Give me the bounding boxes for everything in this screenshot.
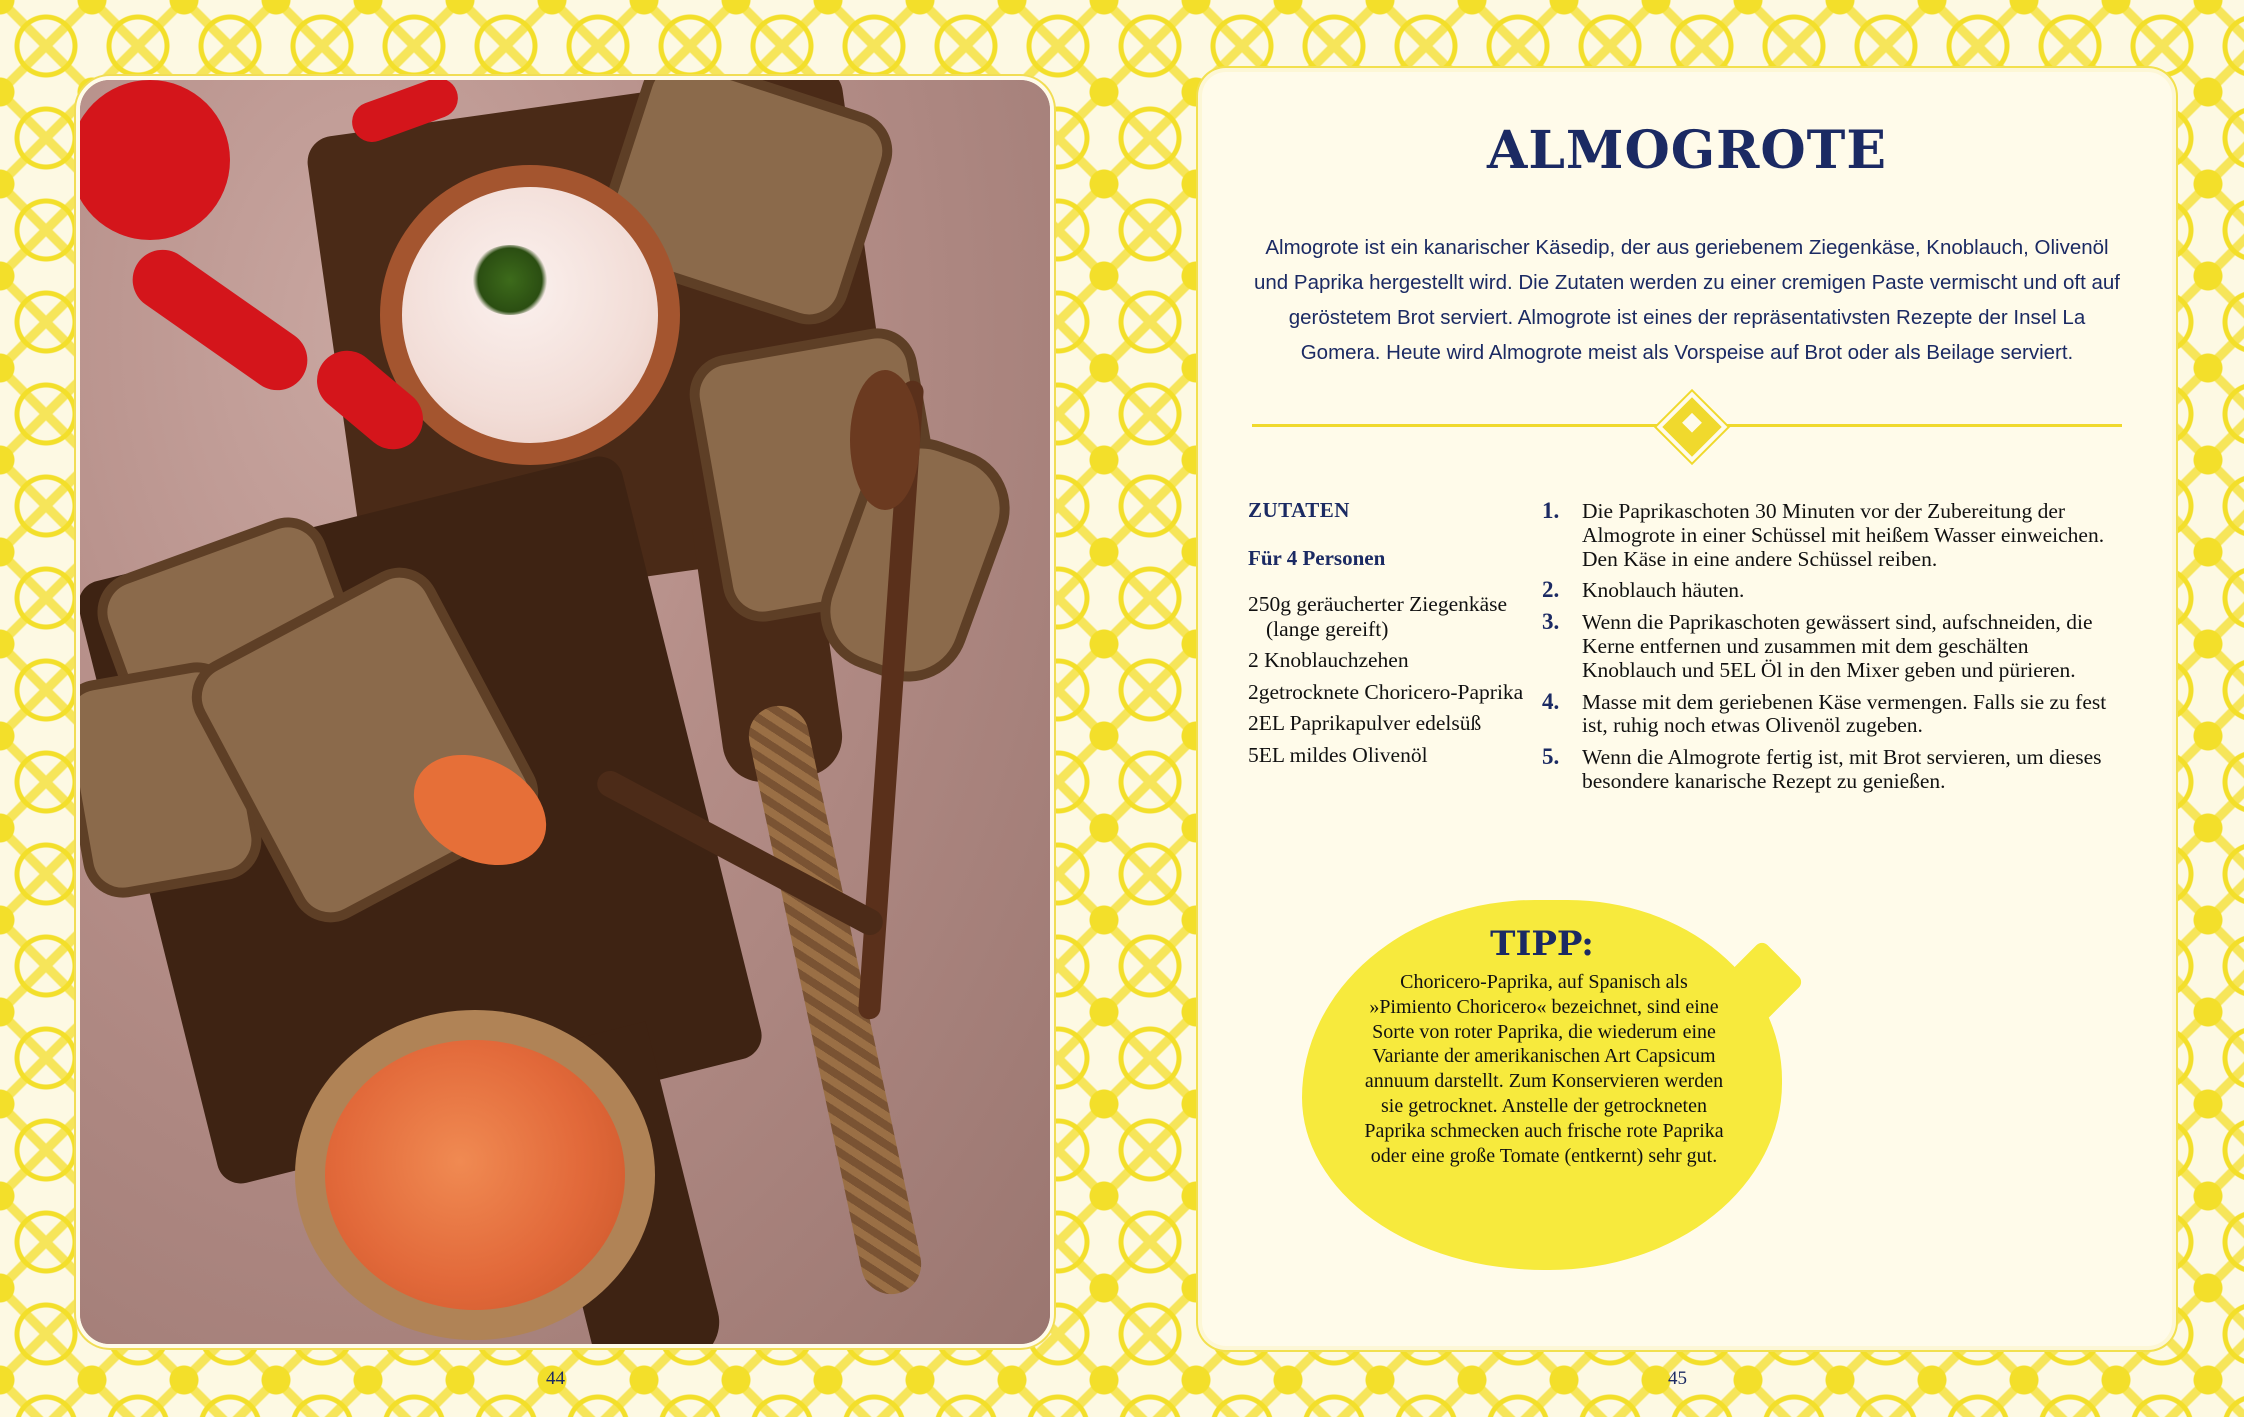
page-number-left: 44 [546,1368,565,1389]
recipe-panel [1202,72,2172,1346]
step-number: 2. [1542,577,1560,603]
step-number: 4. [1542,688,1560,714]
step-text: Die Paprikaschoten 30 Minuten vor der Zubereitung der Almogrote in einer Schüssel mit heißem Wasser einweichen. Den Käse in eine andere Schüssel reiben. [1582,499,2105,571]
dip-bowl [380,165,680,465]
almogrote-paste [325,1040,625,1310]
wooden-bowl [295,1010,655,1340]
step-number: 1. [1542,498,1560,523]
step-item [1542,688,2122,739]
ingredient-item: 5EL mildes Olivenöl [1248,742,1428,767]
step-text: Knoblauch häuten. [1582,578,1745,603]
page-number-right: 45 [1668,1368,1687,1389]
recipe-intro: Almogrote ist ein kanarischer Käsedip, der aus geriebenem Ziegenkäse, Knoblauch, Olivenöl und Paprika hergestellt wird. Die Zutaten werden zu einer cremigen Paste vermischt und oft auf geröstetem Brot serviert. Almogrote ist eines der repräsentativsten Rezepte der Insel La Gomera. Heute wird Almogrote meist als Vorspeise auf Brot oder als Beilage serviert. [1254,236,2120,364]
tip-heading: TIPP: [1490,924,1594,964]
step-item [1542,500,2122,571]
ingredient-item: 2 Knoblauchzehen [1248,648,1409,672]
step-text: Wenn die Paprikaschoten gewässert sind, aufschneiden, die Kerne entfernen und zusammen mit dem geschälten Knoblauch und 5EL Öl in den Mixer geben und pürieren. [1582,610,2093,682]
step-number: 3. [1542,609,1560,635]
ingredients-heading: ZUTATEN [1248,498,1350,522]
step-text: Wenn die Almogrote fertig ist, mit Brot servieren, um dieses besondere kanarische Rezept zu genießen. [1582,745,2102,793]
step-text: Masse mit dem geriebenen Käse vermengen. Falls sie zu fest ist, ruhig noch etwas Olivenöl zugeben. [1582,689,2107,738]
ingredient-item: 250g geräucherter Ziegenkäse (lange gereift) [1248,592,1508,641]
cheese-dip [402,187,658,443]
tip-text: Choricero-Paprika, auf Spanisch als »Pimiento Choricero« bezeichnet, sind eine Sorte von roter Paprika, die wiederum eine Variante der amerikanischen Art Capsicum annuum darstellt. Zum Konservieren werden sie getrocknet. Anstelle der getrockneten Paprika schmecken auch frische rote Paprika oder eine große Tomate (entkernt) sehr gut. [1364,971,1724,1167]
step-item [1542,746,2122,794]
ingredients-list [1248,592,1538,774]
parsley-garnish [470,245,550,315]
ingredient-item: 2EL Paprikapulver edelsüß [1248,711,1482,735]
recipe-title: ALMOGROTE [1486,120,1887,181]
red-pepper [76,80,230,240]
diamond-ornament-icon [1657,392,1728,463]
step-item [1542,579,2122,603]
wooden-spoon-head [850,370,920,510]
servings-label: Für 4 Personen [1248,546,1386,570]
tip-bubble [1302,900,1782,1270]
step-number: 5. [1542,744,1560,770]
steps-list [1542,500,2122,802]
recipe-photo [76,76,1054,1348]
step-item [1542,611,2122,682]
ingredient-item: 2getrocknete Choricero-Paprika [1248,679,1524,704]
